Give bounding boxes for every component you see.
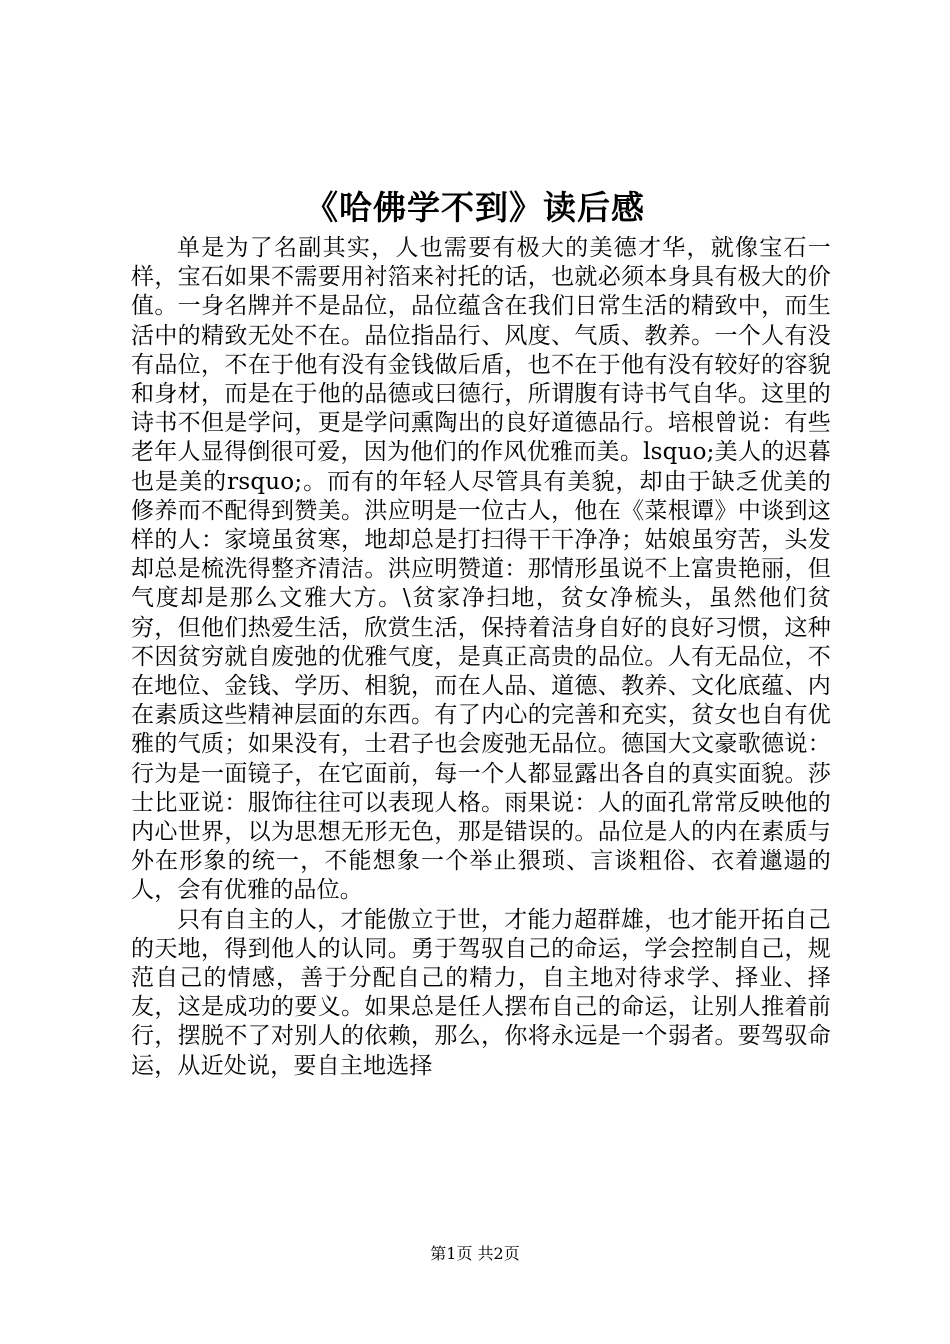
page-footer: 第1页 共2页 [430, 1244, 520, 1263]
document-body [131, 234, 831, 1081]
paragraph-2: 只有自主的人，才能傲立于世，才能力超群雄，也才能开拓自己的天地，得到他人的认同。勇于驾驭自己的命运，学会控制自己，规范自己的情感，善于分配自己的精力，自主地对待求学、择业、择友，这是成功的要义。如果总是任人摆布自己的命运，让别人推着前行，摆脱不了对别人的依赖，那么，你将永远是一个弱者。要驾驭命运，从近处说，要自主地选择 [131, 906, 831, 1079]
document-title: 《哈佛学不到》读后感 [305, 188, 645, 227]
paragraph-1: 单是为了名副其实，人也需要有极大的美德才华，就像宝石一样，宝石如果不需要用衬箔来衬托的话，也就必须本身具有极大的价值。一身名牌并不是品位，品位蕴含在我们日常生活的精致中，而生活中的精致无处不在。品位指品行、风度、气质、教养。一个人有没有品位，不在于他有没有金钱做后盾，也不在于他有没有较好的容貌和身材，而是在于他的品德或曰德行，所谓腹有诗书气自华。这里的诗书不但是学问，更是学问熏陶出的良好道德品行。培根曾说：有些老年人显得倒很可爱，因为他们的作风优雅而美。lsquo;美人的迟暮也是美的rsquo;。而有的年轻人尽管具有美貌，却由于缺乏优美的修养而不配得到赞美。洪应明是一位古人，他在《菜根谭》中谈到这样的人：家境虽贫寒，地却总是打扫得干干净净；姑娘虽穷苦，头发却总是梳洗得整齐清洁。洪应明赞道：那情形虽说不上富贵艳丽，但气度却是那么文雅大方。\贫家净扫地，贫女净梳头，虽然他们贫穷，但他们热爱生活，欣赏生活，保持着洁身自好的良好习惯，这种不因贫穷就自废弛的优雅气度，是真正高贵的品位。人有无品位，不在地位、金钱、学历、相貌，而在人品、道德、教养、文化底蕴、内在素质这些精神层面的东西。有了内心的完善和充实，贫女也自有优雅的气质；如果没有，士君子也会废弛无品位。德国大文豪歌德说：行为是一面镜子，在它面前，每一个人都显露出各自的真实面貌。莎士比亚说：服饰往往可以表现人格。雨果说：人的面孔常常反映他的内心世界，以为思想无形无色，那是错误的。品位是人的内在素质与外在形象的统一，不能想象一个举止猥琐、言谈粗俗、衣着邋遢的人，会有优雅的品位。 [131, 235, 831, 904]
